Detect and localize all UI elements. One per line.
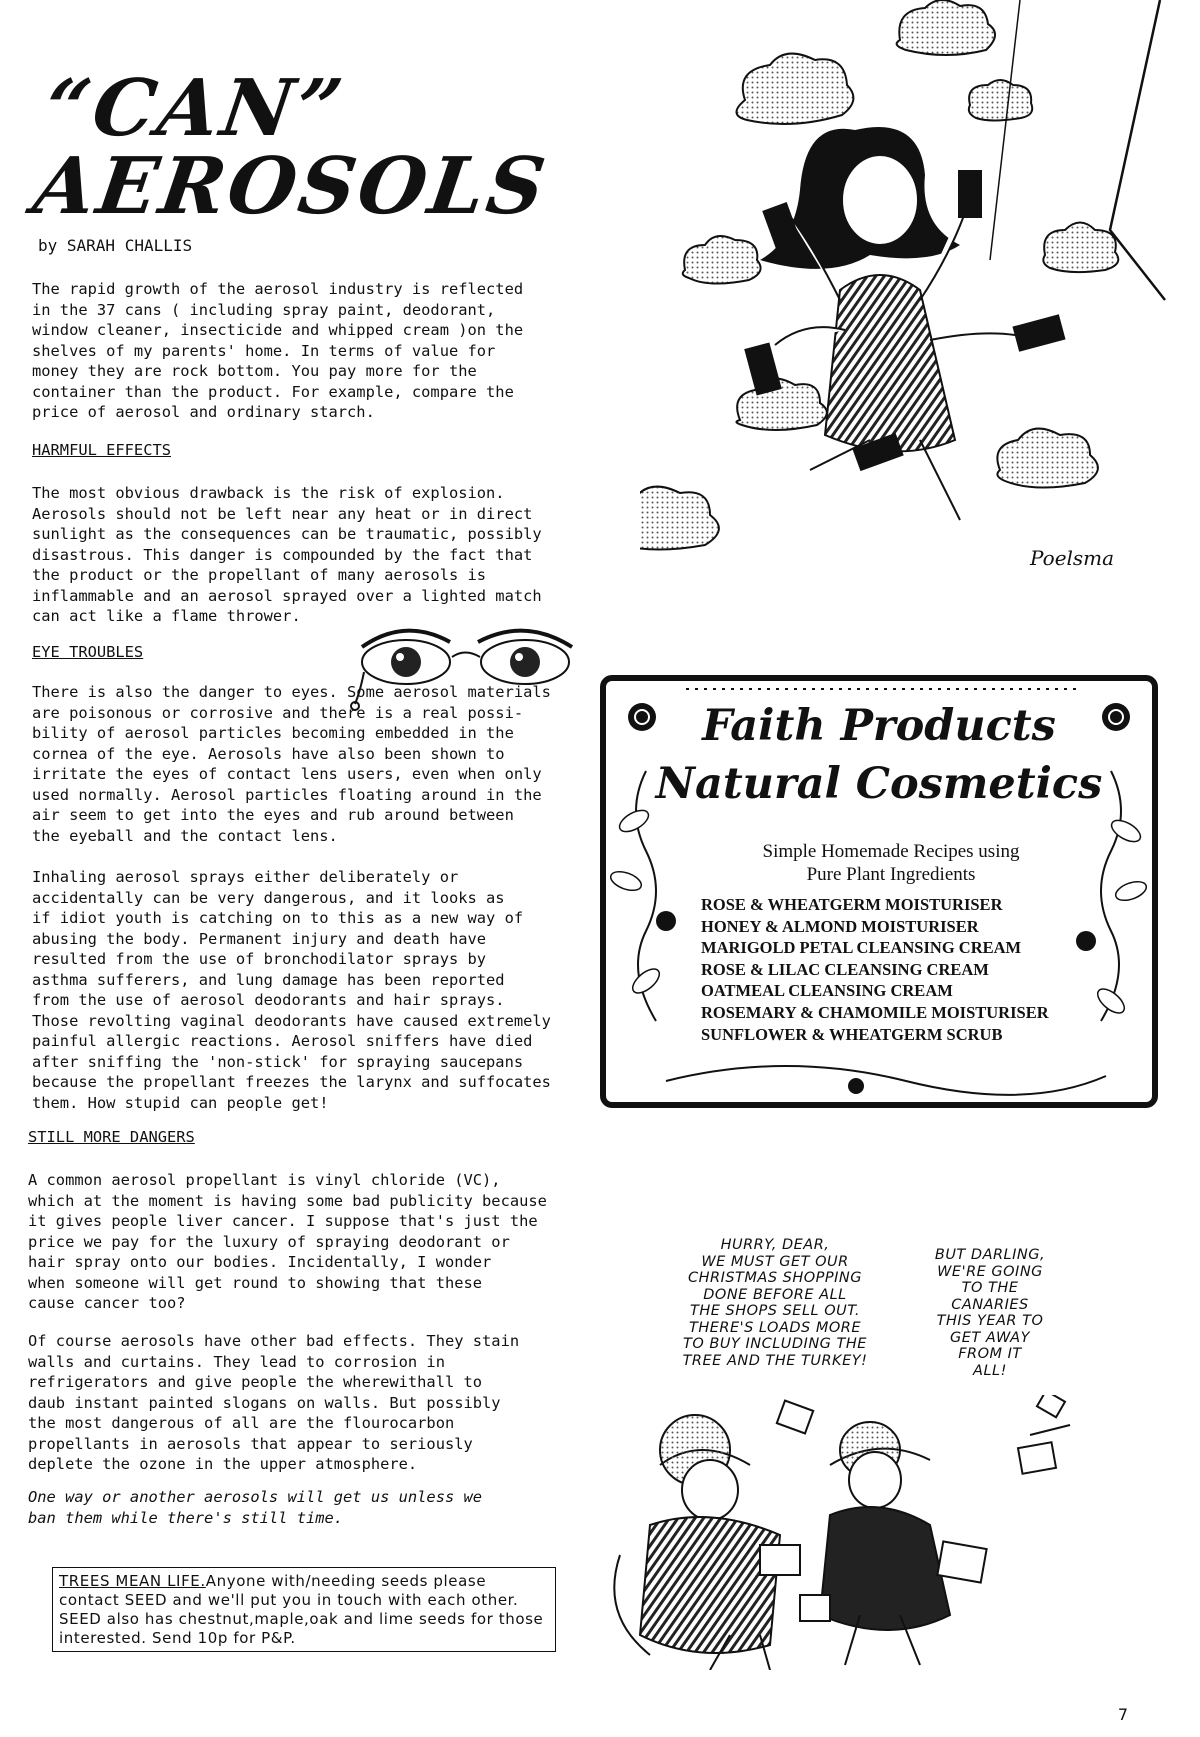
other-effects-paragraph: Of course aerosols have other bad effects. They stain walls and curtains. They lead to corrosion in refrigerators and give people the wherewithall to daub instant painted slogans on walls. But possibly the most dangerous of all are the flourocarbon propellants in aerosols that appear to seriously deplete the ozone in the upper atmosphere. (28, 1332, 520, 1473)
woman-dress (825, 275, 955, 451)
recipe-item: HONEY & ALMOND MOISTURISER (701, 916, 979, 936)
flower-icon (1076, 931, 1096, 951)
cartoon-speech-right: BUT DARLING, WE'RE GOING TO THE CANARIES THIS YEAR TO GET AWAY FROM IT ALL! (934, 1247, 1046, 1379)
man-coat (820, 1507, 950, 1630)
inhaling-paragraph: Inhaling aerosol sprays either deliberately or accidentally can be very dangerous, and it looks as if idiot youth is catching on to this as a new way of abusing the body. Permanent injury and death have resulted from the use of bronchodilator sprays by asthma sufferers, and lung damage has been reported from the use of aerosol deodorants and hair sprays. Those revolting vaginal deodorants have caused extremely painful allergic reactions. Aerosol sniffers have died after sniffing the 'non-stick' for spraying saucepans because the propellant freezes the larynx and suffocates them. How stupid can people get! (32, 868, 551, 1112)
flower-icon (848, 1078, 864, 1094)
faith-products-ad (600, 675, 1158, 1108)
recipe-list (701, 894, 1049, 1045)
recipe-item: ROSE & LILAC CLEANSING CREAM (701, 959, 989, 979)
recipe-item: MARIGOLD PETAL CLEANSING CREAM (701, 938, 1022, 958)
notice-lead: TREES MEAN LIFE. (59, 1572, 206, 1590)
eye-troubles-paragraph: There is also the danger to eyes. Some aerosol materials are poisonous or corrosive and there is a real possi- bility of aerosol particles becoming embedded in the cornea of the eye. Aerosols have also been shown to irritate the eyes of contact lens users, even when only used normally. Aerosol particles floating around in the air seem to get into the eyes and rub around between the eyeball and the contact lens. (32, 683, 551, 845)
ad-subtitle: Simple Homemade Recipes using Pure Plant Ingredients (762, 841, 1020, 885)
man-face (849, 1452, 901, 1508)
illustrator-signature: Poelsma (1030, 546, 1115, 570)
right-eye-iris (510, 647, 540, 677)
woman-face (682, 1460, 738, 1520)
section-heading-eye-troubles: EYE TROUBLES (32, 643, 144, 661)
recipe-item: ROSE & WHEATGERM MOISTURISER (701, 895, 1003, 914)
aerosol-woman-illustration (640, 0, 1180, 600)
closing-statement: One way or another aerosols will get us unless we ban them while there's still time. (28, 1488, 483, 1527)
recipe-item: SUNFLOWER & WHEATGERM SCRUB (701, 1024, 1003, 1044)
flower-icon (656, 911, 676, 931)
byline: by SARAH CHALLIS (38, 236, 193, 255)
recipe-item: ROSEMARY & CHAMOMILE MOISTURISER (701, 1002, 1049, 1022)
recipe-item: OATMEAL CLEANSING CREAM (701, 981, 953, 1001)
left-eye-iris (391, 647, 421, 677)
section-heading-still-more-dangers: STILL MORE DANGERS (28, 1128, 195, 1146)
seed-notice-box (52, 1567, 556, 1652)
woman-coat (640, 1517, 780, 1653)
notice-body: Anyone with/needing seeds please contact SEED and we'll put you in touch with each other. SEED also has chestnut,maple,oak and lime seeds for those interested. Send 10p for P&P. (59, 1572, 544, 1647)
article-title: “CAN” AEROSOLS (28, 63, 554, 232)
section-heading-harmful-effects: HARMFUL EFFECTS (32, 441, 171, 459)
intro-paragraph: The rapid growth of the aerosol industry is reflected in the 37 cans ( including spray paint, deodorant, window cleaner, insecticide and whipped cream )on the shelves of my parents' home. In terms of value for money they are rock bottom. You pay more for the container than the product. For example, compare the price of aerosol and ordinary starch. (32, 280, 524, 421)
ad-title-line1: Faith Products (702, 701, 1056, 751)
cartoon-speech-left: HURRY, DEAR, WE MUST GET OUR CHRISTMAS SHOPPING DONE BEFORE ALL THE SHOPS SELL OUT. THERE'S LOADS MORE TO BUY INCLUDING THE TREE AND THE TURKEY! (682, 1237, 868, 1369)
page-number: 7 (1117, 1705, 1128, 1724)
woman-face (842, 155, 918, 245)
christmas-shopping-cartoon (600, 1395, 1120, 1670)
eyes-illustration (350, 612, 582, 712)
harmful-effects-paragraph: The most obvious drawback is the risk of explosion. Aerosols should not be left near any heat or in direct sunlight as the consequences can be traumatic, possibly disastrous. This danger is compounded by the fact that the product or the propellant of many aerosols is inflammable and an aerosol sprayed over a lighted match can act like a flame thrower. (32, 484, 542, 625)
ad-title-line2: Natural Cosmetics (655, 759, 1103, 809)
vinyl-chloride-paragraph: A common aerosol propellant is vinyl chloride (VC), which at the moment is having some bad publicity because it gives people liver cancer. I suppose that's just the price we pay for the luxury of spraying deodorant or hair spray onto our bodies. Incidentally, I wonder when someone will get round to showing that these cause cancer too? (28, 1171, 547, 1312)
